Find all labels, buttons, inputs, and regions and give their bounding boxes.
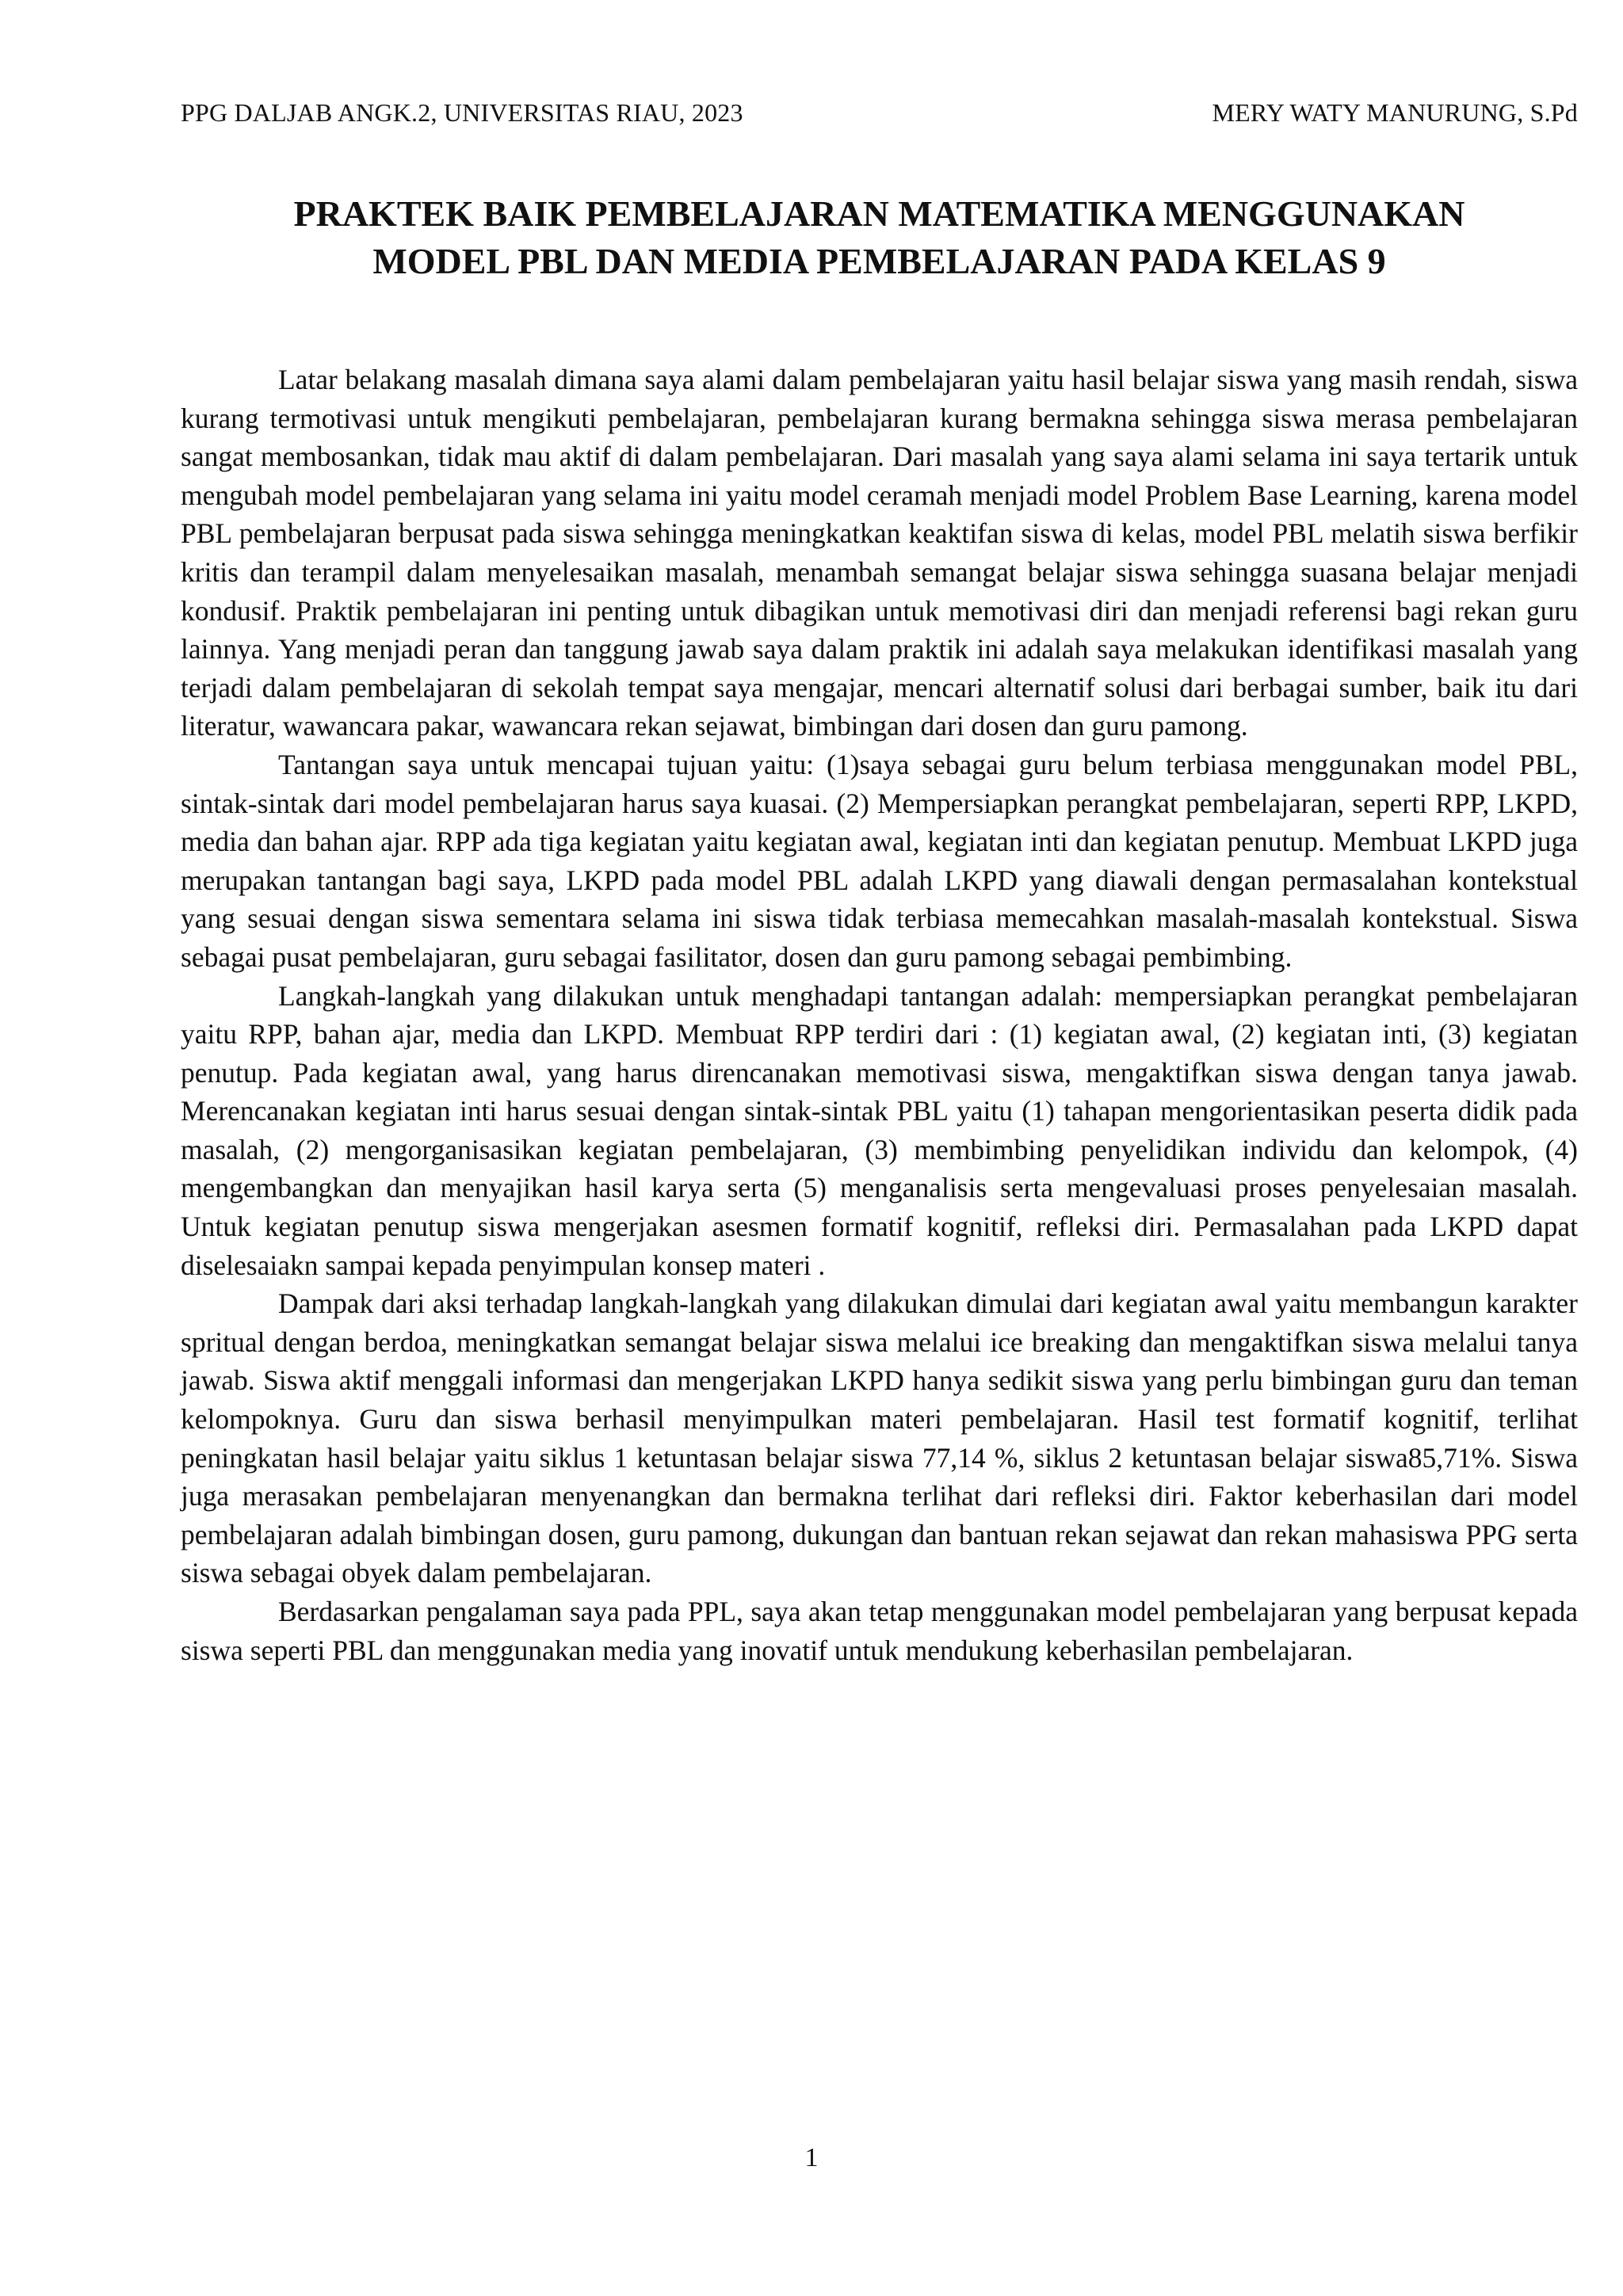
paragraph-background: Latar belakang masalah dimana saya alami dalam pembelajaran yaitu hasil belajar siswa yang masih rendah, siswa kurang termotivasi untuk mengikuti pembelajaran, pembelajaran kurang bermakna sehingga siswa merasa pembelajaran sangat membosankan, tidak mau aktif di dalam pembelajaran. Dari masalah yang saya alami selama ini saya tertarik untuk mengubah model pembelajaran yang selama ini yaitu model ceramah menjadi model Problem Base Learning, karena model PBL pembelajaran berpusat pada siswa sehingga meningkatkan keaktifan siswa di kelas, model PBL melatih siswa berfikir kritis dan terampil dalam menyelesaikan masalah, menambah semangat belajar siswa sehingga suasana belajar menjadi kondusif. Praktik pembelajaran ini penting untuk dibagikan untuk memotivasi diri dan menjadi referensi bagi rekan guru lainnya. Yang menjadi peran dan tanggung jawab saya dalam praktik ini adalah saya melakukan identifikasi masalah yang terjadi dalam pembelajaran di sekolah tempat saya mengajar, mencari alternatif solusi dari berbagai sumber, baik itu dari literatur, wawancara pakar, wawancara rekan sejawat, bimbingan dari dosen dan guru pamong. (181, 364, 1578, 742)
title-line-2: MODEL PBL DAN MEDIA PEMBELAJARAN PADA KELAS 9 (372, 241, 1386, 281)
title-line-1: PRAKTEK BAIK PEMBELAJARAN MATEMATIKA MENGGUNAKAN (293, 193, 1465, 234)
paragraph-steps: Langkah-langkah yang dilakukan untuk menghadapi tantangan adalah: mempersiapkan perangkat pembelajaran yaitu RPP, bahan ajar, media dan LKPD. Membuat RPP terdiri dari : (1) kegiatan awal, (2) kegiatan inti, (3) kegiatan penutup. Pada kegiatan awal, yang harus direncanakan memotivasi siswa, mengaktifkan siswa dengan tanya jawab. Merencanakan kegiatan inti harus sesuai dengan sintak-sintak PBL yaitu (1) tahapan mengorientasikan peserta didik pada masalah, (2) mengorganisasikan kegiatan pembelajaran, (3) membimbing penyelidikan individu dan kelompok, (4) mengembangkan dan menyajikan hasil karya serta (5) menganalisis serta mengevaluasi proses penyelesaian masalah. Untuk kegiatan penutup siswa mengerjakan asesmen formatif kognitif, refleksi diri. Permasalahan pada LKPD dapat diselesaiakn sampai kepada penyimpulan konsep materi . (181, 979, 1578, 1281)
paragraph-impact: Dampak dari aksi terhadap langkah-langkah yang dilakukan dimulai dari kegiatan awal yaitu membangun karakter spritual dengan berdoa, meningkatkan semangat belajar siswa melalui ice breaking dan mengaktifkan siswa melalui tanya jawab. Siswa aktif menggali informasi dan mengerjakan LKPD hanya sedikit siswa yang perlu bimbingan guru dan teman kelompoknya. Guru dan siswa berhasil menyimpulkan materi pembelajaran. Hasil test formatif kognitif, terlihat peningkatan hasil belajar yaitu siklus 1 ketuntasan belajar siswa 77,14 %, siklus 2 ketuntasan belajar siswa85,71%. Siswa juga merasakan pembelajaran menyenangkan dan bermakna terlihat dari refleksi diri. Faktor keberhasilan dari model pembelajaran adalah bimbingan dosen, guru pamong, dukungan dan bantuan rekan sejawat dan rekan mahasiswa PPG serta siswa sebagai obyek dalam pembelajaran. (181, 1287, 1578, 1589)
header-left-text: PPG DALJAB ANGK.2, UNIVERSITAS RIAU, 2023 (181, 98, 743, 127)
page-number: 1 (804, 2143, 819, 2172)
header-right-text: MERY WATY MANURUNG, S.Pd (1212, 98, 1578, 127)
document-body (181, 360, 1578, 1669)
running-header (181, 97, 1578, 128)
document-title (181, 190, 1578, 285)
paragraph-conclusion: Berdasarkan pengalaman saya pada PPL, saya akan tetap menggunakan model pembelajaran yang berpusat kepada siswa seperti PBL dan menggunakan media yang inovatif untuk mendukung keberhasilan pembelajaran. (181, 1596, 1578, 1666)
paragraph-challenges: Tantangan saya untuk mencapai tujuan yaitu: (1)saya sebagai guru belum terbiasa menggunakan model PBL, sintak-sintak dari model pembelajaran harus saya kuasai. (2) Mempersiapkan perangkat pembelajaran, seperti RPP, LKPD, media dan bahan ajar. RPP ada tiga kegiatan yaitu kegiatan awal, kegiatan inti dan kegiatan penutup. Membuat LKPD juga merupakan tantangan bagi saya, LKPD pada model PBL adalah LKPD yang diawali dengan permasalahan kontekstual yang sesuai dengan siswa sementara selama ini siswa tidak terbiasa memecahkan masalah-masalah kontekstual. Siswa sebagai pusat pembelajaran, guru sebagai fasilitator, dosen dan guru pamong sebagai pembimbing. (181, 748, 1578, 973)
